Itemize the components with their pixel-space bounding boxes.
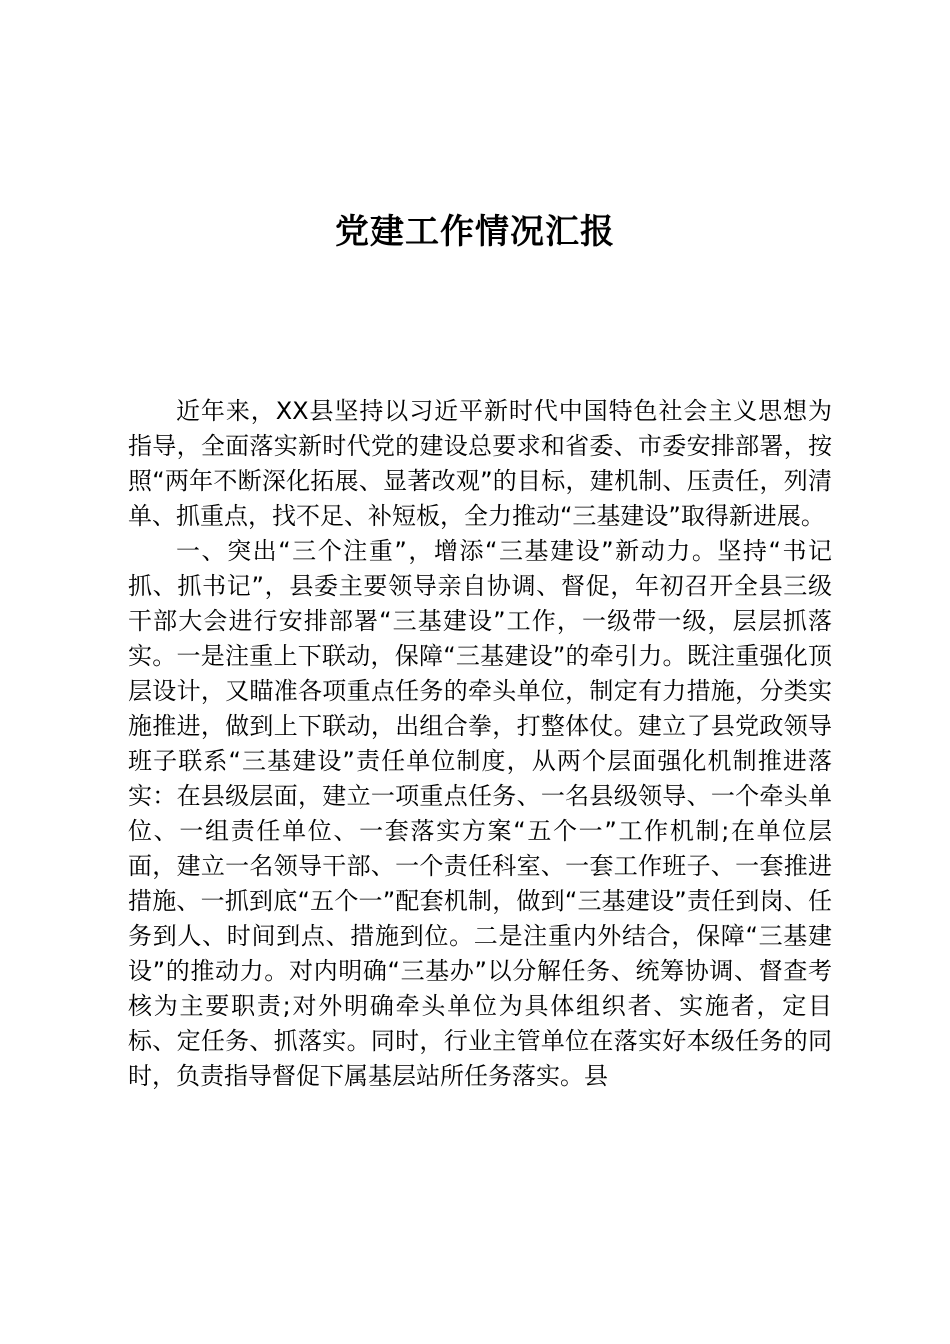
paragraph-section-one: 一、突出“三个注重”，增添“三基建设”新动力。坚持“书记抓、抓书记”，县委主要领导亲自协调、督促，年初召开全县三级干部大会进行安排部署“三基建设”工作，一级带一级，层层抓落实。一是注重上下联动，保障“三基建设”的牵引力。既注重强化顶层设计，又瞄准各项重点任务的牵头单位，制定有力措施，分类实施推进，做到上下联动，出组合拳，打整体仗。建立了县党政领导班子联系“三基建设”责任单位制度，从两个层面强化机制推进落实：在县级层面，建立一项重点任务、一名县级领导、一个牵头单位、一组责任单位、一套落实方案“五个一”工作机制;在单位层面，建立一名领导干部、一个责任科室、一套工作班子、一套推进措施、一抓到底“五个一”配套机制，做到“三基建设”责任到岗、任务到人、时间到点、措施到位。二是注重内外结合，保障“三基建设”的推动力。对内明确“三基办”以分解任务、统筹协调、督查考核为主要职责;对外明确牵头单位为具体组织者、实施者，定目标、定任务、抓落实。同时，行业主管单位在落实好本级任务的同时，负责指导督促下属基层站所任务落实。县	[128, 537, 832, 1090]
document-title: 党建工作情况汇报	[335, 212, 615, 252]
paragraph-intro: 近年来，XX县坚持以习近平新时代中国特色社会主义思想为指导，全面落实新时代党的建设总要求和省委、市委安排部署，按照“两年不断深化拓展、显著改观”的目标，建机制、压责任，列清单、抓重点，找不足、补短板，全力推动“三基建设”取得新进展。	[128, 397, 832, 530]
document-body	[128, 394, 832, 1094]
